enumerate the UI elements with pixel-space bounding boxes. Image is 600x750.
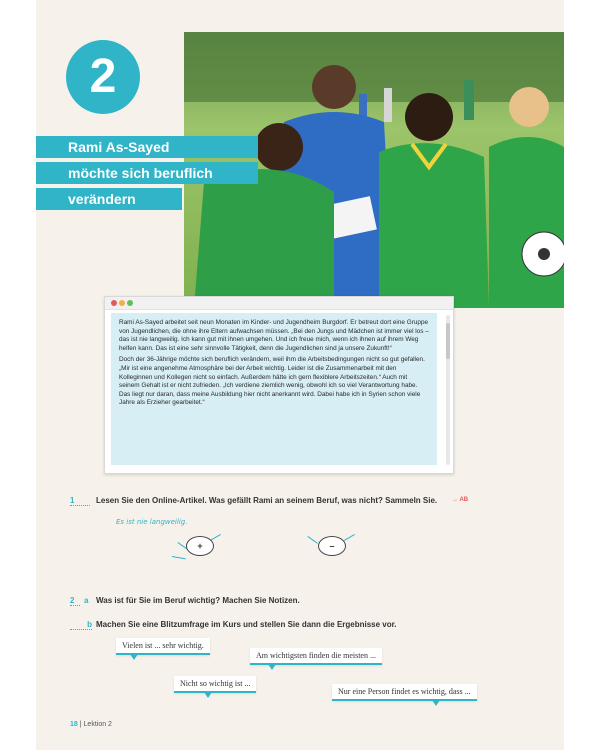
browser-title-bar [105,297,453,310]
task-2a-letter: a [84,596,89,605]
footer-separator: | [79,721,82,728]
phrase-card-2 [250,648,382,665]
article-scrollbar[interactable] [446,315,450,465]
lesson-label: Lektion 2 [83,721,112,728]
phrase-3-text: Nicht so wichtig ist ... [180,679,251,688]
example-note: Es ist nie langweilig. [116,518,188,526]
plus-bubble: + [186,536,214,556]
minimize-dot-icon [119,300,125,306]
speech-tail [432,700,440,706]
online-article-window [104,296,454,474]
phrase-1-text: Vielen ist ... sehr wichtig. [122,641,204,650]
task-2b-instruction: Machen Sie eine Blitzumfrage im Kurs und stellen Sie dann die Ergebnisse vor. [96,620,397,629]
phrase-card-3 [174,676,256,693]
task-1-number: 1 [70,496,90,506]
page-footer [70,721,112,728]
scrollbar-thumb[interactable] [446,323,450,359]
workbook-reference: → AB [452,497,469,503]
task-2b-letter: b [70,620,92,630]
chapter-title-line-2: möchte sich beruflich [36,162,258,184]
task-2-number: 2 [70,596,80,606]
article-paragraph-2: Doch der 36-Jährige möchte sich beruflich verändern, weil ihm die Arbeitsbedingungen nicht so gut gefallen. „Mir ist eine angenehme Atmosphäre bei der Arbeit wichtig. Leider ist die Zusammenarbeit mit den Kolleginnen und Kollegen nicht so einfach. Außerdem hätte ich gern flexiblere Arbeitszeiten.“ Auch mit seinem Gehalt ist er nicht zufrieden. „Ich verdiene ziemlich wenig, obwohl ich so viel Verantwortung habe. Das liegt nur daran, dass meine Ausbildung hier nicht anerkannt wird. Dabei habe ich in Syrien schon viele Jahre als Erzieher gearbeitet.“ [119,356,425,407]
phrase-2-text: Am wichtigsten finden die meisten ... [256,651,376,660]
speech-tail [268,664,276,670]
article-paragraph-1: Rami As-Sayed arbeitet seit neun Monaten im Kinder- und Jugendheim Burgdorf. Er betreut dort eine Gruppe von Jugendlichen, die ohne ihre Eltern aufwachsen müssen. „Bei den Jungs und Mädchen ist immer viel los – das ist nie langweilig. Ich kann gut mit ihnen umgehen. Und ich freue mich, wenn ich ihnen auf ihrem Weg helfen kann. Das ist eine sehr sinnvolle Tätigkeit, denn die Jugendlichen sind ja unsere Zukunft!“ [119,319,429,352]
minus-bubble: – [318,536,346,556]
task-1-instruction: Lesen Sie den Online-Artikel. Was gefällt Rami an seinem Beruf, was nicht? Sammeln Sie. [96,496,438,505]
phrase-card-4 [332,684,477,701]
maximize-dot-icon [127,300,133,306]
chapter-title-line-3: verändern [36,188,182,210]
speech-tail [130,654,138,660]
close-dot-icon [111,300,117,306]
phrase-card-1 [116,638,210,655]
article-body [111,313,437,465]
phrase-4-text: Nur eine Person findet es wichtig, dass ... [338,687,471,696]
chapter-number: 2 [66,40,140,114]
page-number: 18 [70,721,78,728]
task-2a-instruction: Was ist für Sie im Beruf wichtig? Machen Sie Notizen. [96,596,300,605]
speech-tail [204,692,212,698]
chapter-title-line-1: Rami As-Sayed [36,136,258,158]
